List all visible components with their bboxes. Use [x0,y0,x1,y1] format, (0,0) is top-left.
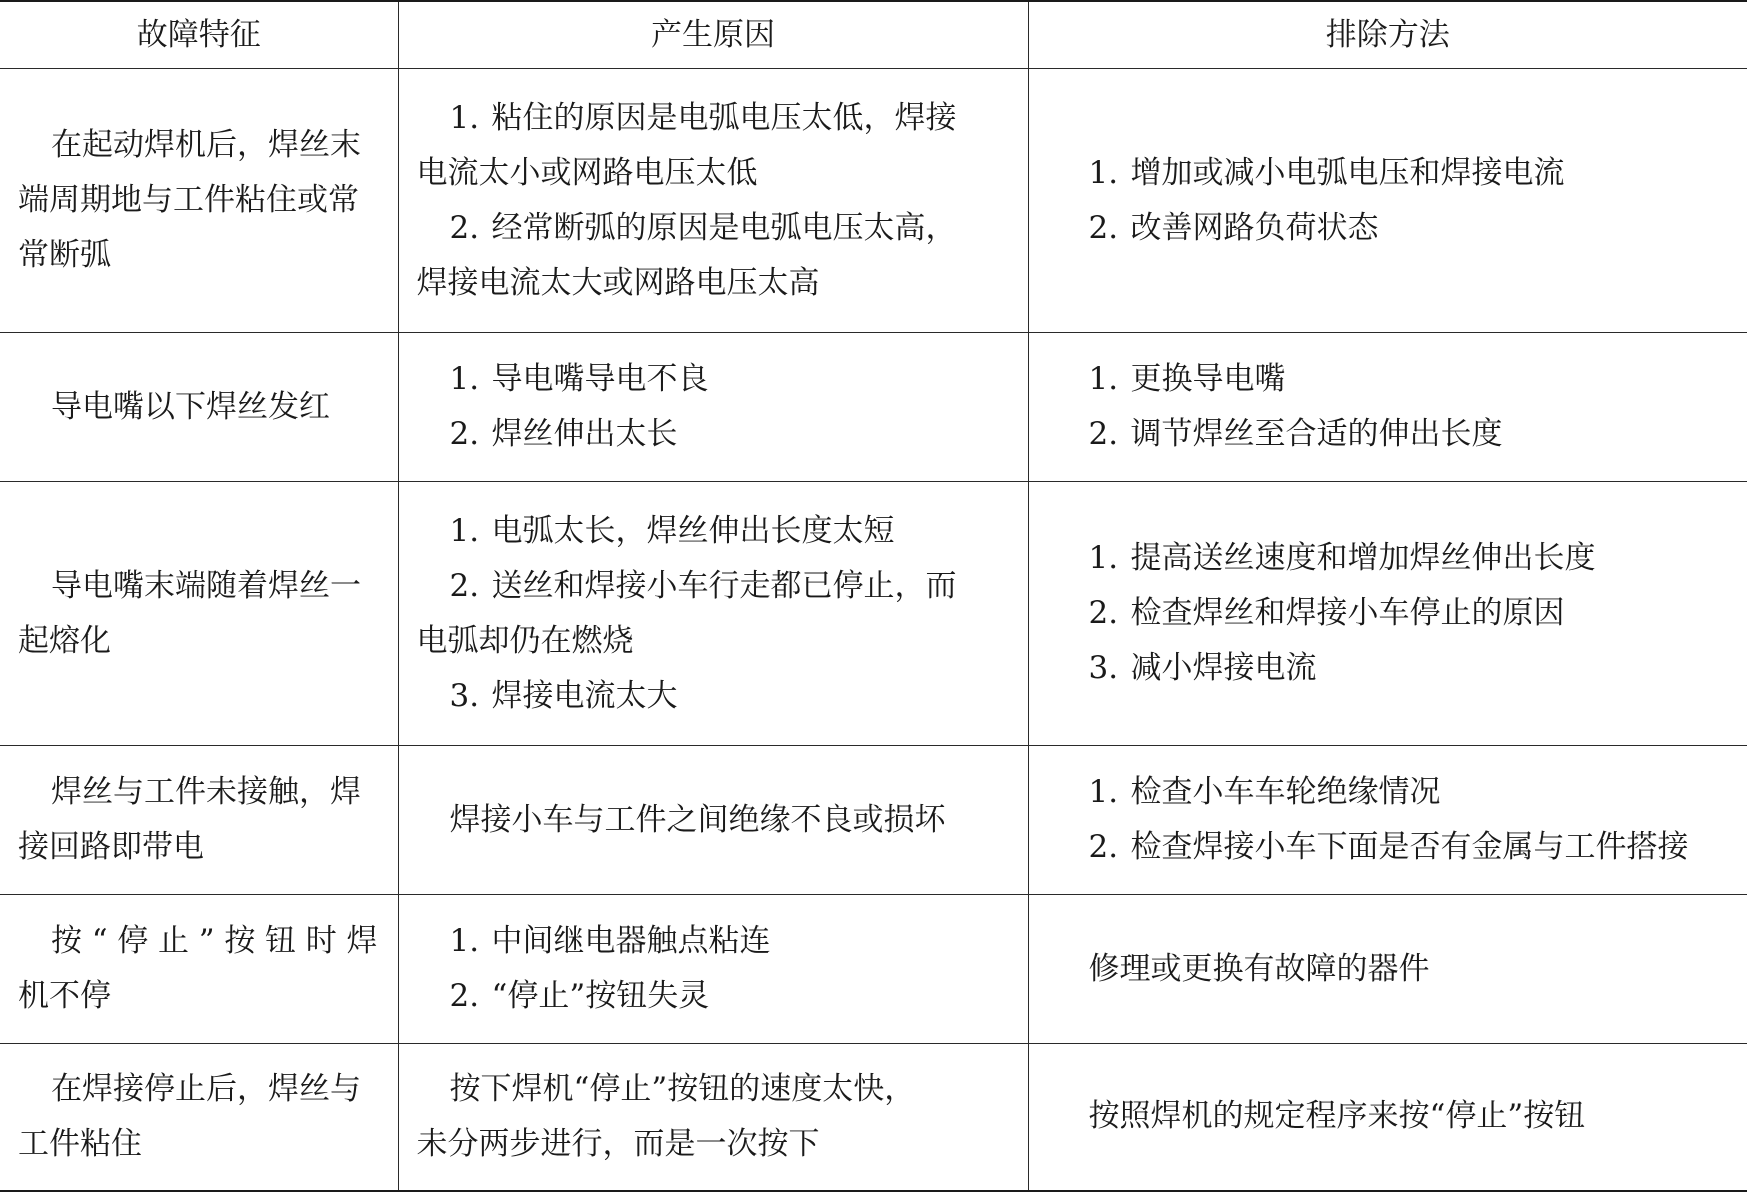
cause-cell [398,1044,1028,1191]
remedy-item: 1. 增加或减小电弧电压和焊接电流 [1088,154,1565,191]
cause-item: 电流太小或网路电压太低 [416,154,758,191]
symptom-line: 导电嘴以下焊丝发红 [51,388,330,425]
remedy-item: 2. 改善网路负荷状态 [1088,209,1379,246]
symptom-cell [0,482,398,746]
table-row [0,1044,1747,1191]
cause-item: 2. 经常断弧的原因是电弧电压太高， [449,209,957,246]
symptom-line: 工件粘住 [18,1125,142,1162]
cause-item: 2. 送丝和焊接小车行走都已停止，而 [449,567,957,604]
cause-item: 2. “停止”按钮失灵 [449,978,710,1014]
remedy-item: 按照焊机的规定程序来按“停止”按钮 [1088,1098,1586,1135]
symptom-cell [0,895,398,1044]
symptom-line: 端周期地与工件粘住或常 [18,182,359,218]
remedy-item: 修理或更换有故障的器件 [1088,950,1430,987]
symptom-line: 接回路即带电 [18,829,204,865]
remedy-item: 2. 检查焊接小车下面是否有金属与工件搭接 [1088,829,1689,865]
header-row [0,1,1747,69]
remedy-cell [1028,895,1747,1044]
header-cause: 产生原因 [398,1,1028,69]
remedy-cell [1028,482,1747,746]
cause-cell [398,333,1028,482]
symptom-line: 在焊接停止后，焊丝与 [51,1070,361,1107]
remedy-cell [1028,333,1747,482]
remedy-item: 1. 更换导电嘴 [1088,361,1286,397]
remedy-cell [1028,69,1747,333]
symptom-cell [0,333,398,482]
cause-item: 2. 焊丝伸出太长 [449,416,678,452]
cause-item: 按下焊机“停止”按钮的速度太快， [449,1070,916,1107]
cause-item: 焊接小车与工件之间绝缘不良或损坏 [449,801,946,838]
symptom-cell [0,1044,398,1191]
remedy-item: 3. 减小焊接电流 [1088,650,1317,686]
cause-item: 电弧却仍在燃烧 [416,622,634,659]
symptom-cell [0,746,398,895]
cause-cell [398,69,1028,333]
cause-cell [398,746,1028,895]
remedy-cell [1028,746,1747,895]
table-row [0,482,1747,746]
symptom-line: 起熔化 [18,622,111,659]
table-row [0,746,1747,895]
symptom-line: 机不停 [18,978,111,1014]
table-row [0,69,1747,333]
cause-item: 焊接电流太大或网路电压太高 [416,264,820,301]
cause-item: 1. 电弧太长，焊丝伸出长度太短 [449,512,895,549]
remedy-item: 2. 调节焊丝至合适的伸出长度 [1088,416,1503,452]
symptom-cell [0,69,398,333]
symptom-line: 在起动焊机后，焊丝末 [51,127,361,163]
symptom-line: 常断弧 [18,237,111,273]
remedy-item: 2. 检查焊丝和焊接小车停止的原因 [1088,595,1565,631]
remedy-item: 1. 提高送丝速度和增加焊丝伸出长度 [1088,540,1596,576]
cause-item: 未分两步进行，而是一次按下 [416,1125,820,1162]
symptom-line: 导电嘴末端随着焊丝一 [51,567,361,604]
cause-item: 1. 中间继电器触点粘连 [449,923,771,959]
cause-cell [398,482,1028,746]
table-row [0,333,1747,482]
symptom-line: 按“停止”按钮时焊 [51,923,378,959]
cause-item: 3. 焊接电流太大 [449,677,678,714]
symptom-line: 焊丝与工件未接触，焊 [51,774,361,810]
cause-cell [398,895,1028,1044]
header-symptom: 故障特征 [0,1,398,69]
cause-item: 1. 粘住的原因是电弧电压太低，焊接 [449,99,957,136]
cause-item: 1. 导电嘴导电不良 [449,361,709,397]
header-remedy: 排除方法 [1028,1,1747,69]
table-row [0,895,1747,1044]
remedy-item: 1. 检查小车车轮绝缘情况 [1088,774,1441,810]
remedy-cell [1028,1044,1747,1191]
